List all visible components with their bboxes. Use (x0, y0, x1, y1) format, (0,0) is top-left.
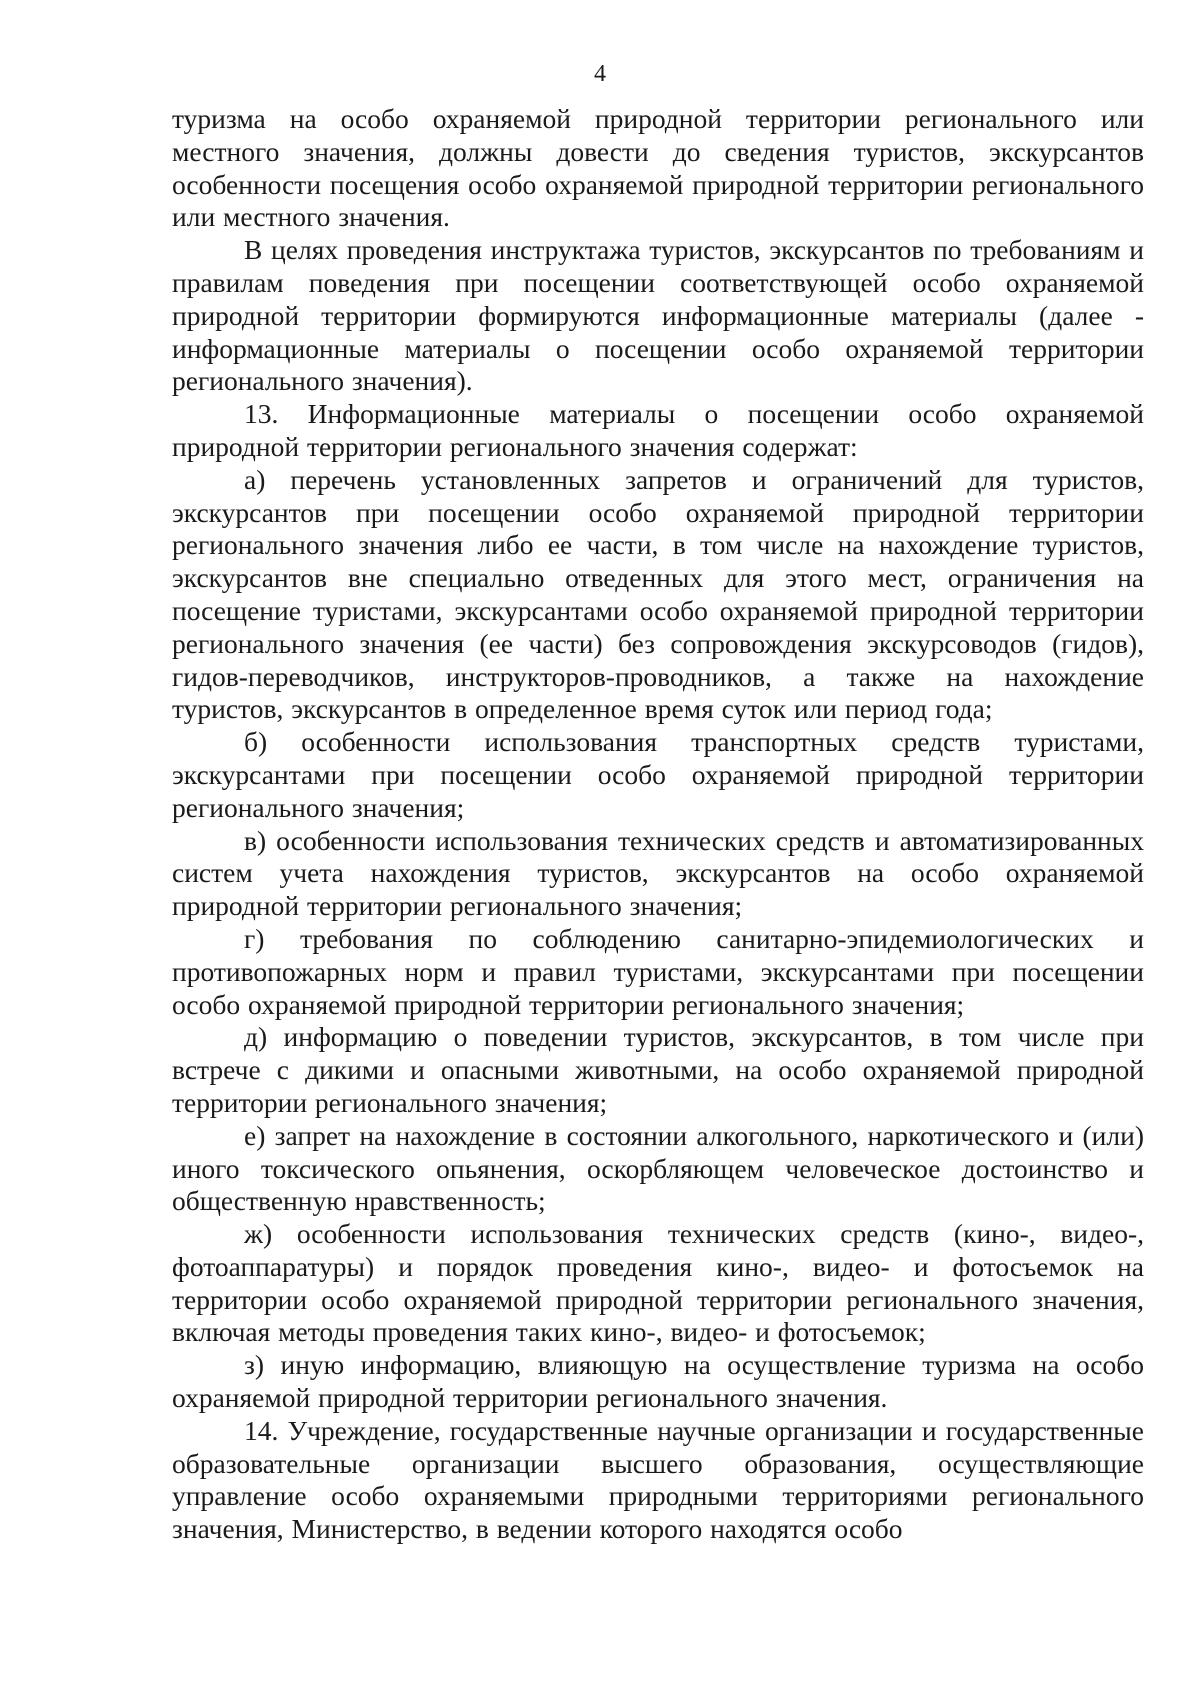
list-item-g: г) требования по соблюдению санитарно-эпидемиологических и противопожарных норм и правил туристами, экскурсантами при посещении особо охраняемой природной территории регионального значения; (172, 922, 1144, 1020)
list-item-d: д) информацию о поведении туристов, экскурсантов, в том числе при встрече с дикими и опасными животными, на особо охраняемой природной территории регионального значения; (172, 1021, 1144, 1118)
list-item-b: б) особенности использования транспортных средств туристами, экскурсантами при посещении особо охраняемой природной территории регионального значения; (172, 726, 1144, 823)
paragraph-instruction-materials: В целях проведения инструктажа туристов, экскурсантов по требованиям и правилам поведения при посещении соответствующей особо охраняемой природной территории формируются информационные материалы (далее - информационные материалы о посещении особо охраняемой территории регионального значения). (172, 234, 1144, 397)
list-item-z: з) иную информацию, влияющую на осуществление туризма на особо охраняемой природной территории регионального значения. (172, 1349, 1144, 1414)
paragraph-item-13: 13. Информационные материалы о посещении особо охраняемой природной территории регионального значения содержат: (172, 398, 1144, 462)
page-number: 4 (594, 61, 606, 87)
list-item-zh: ж) особенности использования технических средств (кино-, видео-, фотоаппаратуры) и порядок проведения кино-, видео- и фотосъемок на территории особо охраняемой природной территории регионального значения, включая методы проведения таких кино-, видео- и фотосъемок; (172, 1218, 1144, 1348)
list-item-e: е) запрет на нахождение в состоянии алкогольного, наркотического и (или) иного токсического опьянения, оскорбляющем человеческое достоинство и общественную нравственность; (172, 1119, 1144, 1217)
paragraph-continuation: туризма на особо охраняемой природной территории регионального или местного значения, должны довести до сведения туристов, экскурсантов особенности посещения особо охраняемой природной территории регионального или местного значения. (172, 103, 1144, 233)
list-item-a: а) перечень установленных запретов и ограничений для туристов, экскурсантов при посещении особо охраняемой природной территории регионального значения либо ее части, в том числе на нахождение туристов, экскурсантов вне специально отведенных для этого мест, ограничения на посещение туристами, экскурсантами особо охраняемой природной территории регионального значения (ее части) без сопровождения экскурсоводов (гидов), гидов-переводчиков, инструкторов-проводников, а также на нахождение туристов, экскурсантов в определенное время суток или период года; (172, 463, 1144, 725)
paragraph-item-14: 14. Учреждение, государственные научные организации и государственные образовательные организации высшего образования, осуществляющие управление особо охраняемыми природными территориями регионального значения, Министерство, в ведении которого находятся особо (172, 1414, 1144, 1545)
list-item-v: в) особенности использования технических средств и автоматизированных систем учета нахождения туристов, экскурсантов на особо охраняемой природной территории регионального значения; (172, 824, 1144, 922)
document-body (172, 103, 1144, 1546)
